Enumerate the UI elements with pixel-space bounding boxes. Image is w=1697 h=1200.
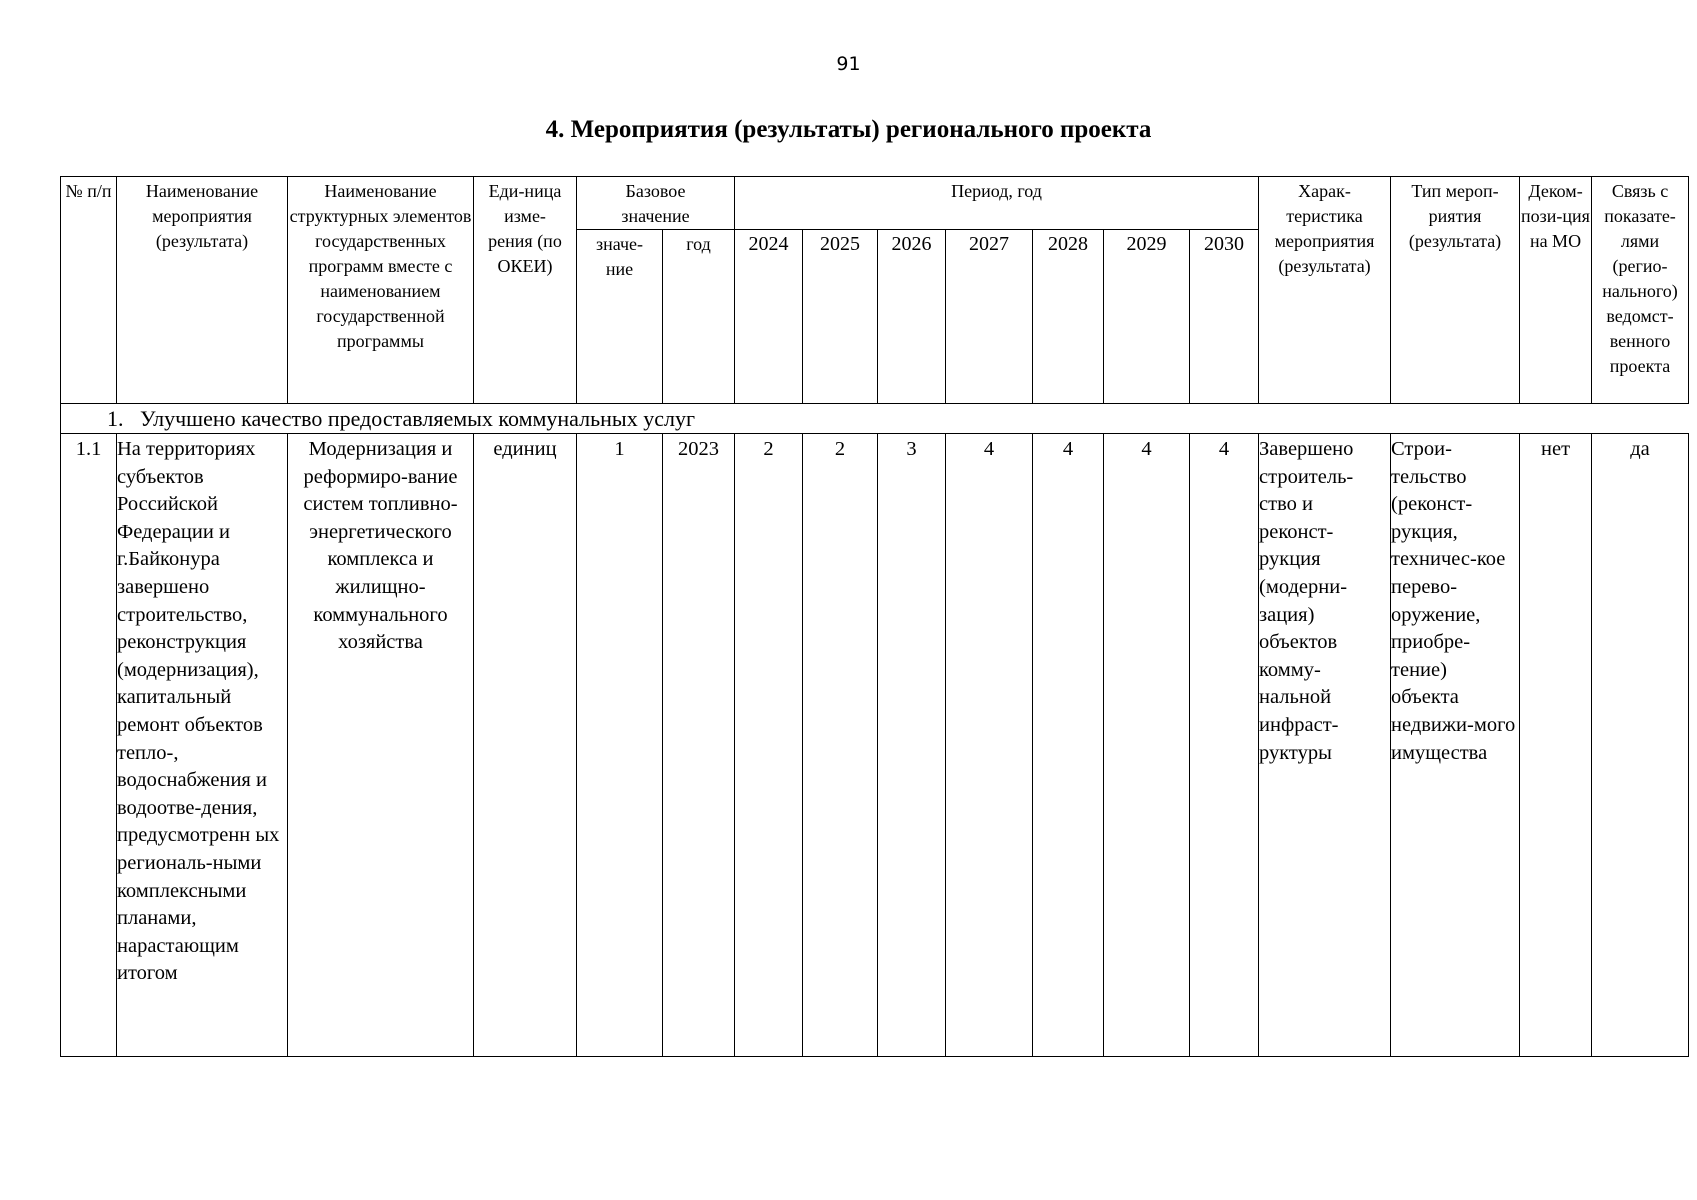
- header-base-value: значе-ние: [577, 230, 663, 404]
- row-value-2025: 2: [803, 434, 878, 1057]
- header-year-2027: 2027: [946, 230, 1033, 404]
- row-struct: Модернизация и реформиро-вание систем топливно-энергетического комплекса и жилищно-коммунального хозяйства: [288, 434, 474, 1057]
- header-type: Тип мероп-риятия (результата): [1391, 177, 1520, 404]
- header-name: Наименование мероприятия (результата): [117, 177, 288, 404]
- row-value-2027: 4: [946, 434, 1033, 1057]
- row-value-2028: 4: [1033, 434, 1104, 1057]
- header-unit: Еди-ница изме-рения (по ОКЕИ): [474, 177, 577, 404]
- section-title: 4. Мероприятия (результаты) регионального проекта: [545, 116, 1152, 143]
- section-row: [61, 404, 1689, 434]
- header-year-2029: 2029: [1104, 230, 1190, 404]
- header-character: Харак-теристика мероприятия (результата): [1259, 177, 1391, 404]
- table-row: [61, 434, 1689, 1057]
- header-link: Связь с показате-лями (регио-нального) ведомст-венного проекта: [1592, 177, 1689, 404]
- row-value-2024: 2: [735, 434, 803, 1057]
- header-year-2024: 2024: [735, 230, 803, 404]
- results-table: [60, 176, 1689, 1057]
- row-character: Завершено строитель-ство и реконст-рукция (модерни-зация) объектов комму-нальной инфраст-руктуры: [1259, 434, 1391, 1057]
- header-year-2026: 2026: [878, 230, 946, 404]
- row-type: Строи-тельство (реконст-рукция, техничес-кое перево-оружение, приобре-тение) объекта недвижи-мого имущества: [1391, 434, 1520, 1057]
- row-value-2029: 4: [1104, 434, 1190, 1057]
- header-year-2028: 2028: [1033, 230, 1104, 404]
- row-unit: единиц: [474, 434, 577, 1057]
- header-year-2030: 2030: [1190, 230, 1259, 404]
- header-period-group: Период, год: [735, 177, 1259, 230]
- row-decomp: нет: [1520, 434, 1592, 1057]
- section-heading: Улучшено качество предоставляемых коммунальных услуг: [140, 406, 695, 431]
- header-base-group: Базовое значение: [577, 177, 735, 230]
- header-struct: Наименование структурных элементов государственных программ вместе с наименованием государственной программы: [288, 177, 474, 404]
- row-value-2026: 3: [878, 434, 946, 1057]
- section-cell: [61, 404, 1689, 434]
- row-link: да: [1592, 434, 1689, 1057]
- row-name: На территориях субъектов Российской Федерации и г.Байконура завершено строительство, реконструкция (модернизация), капитальный ремонт объектов тепло-, водоснабжения и водоотве-дения, предусмотренн ых региональ-ными комплексными планами, нарастающим итогом: [117, 434, 288, 1057]
- row-value-2030: 4: [1190, 434, 1259, 1057]
- header-year-2025: 2025: [803, 230, 878, 404]
- header-base-year: год: [663, 230, 735, 404]
- page-number: 91: [836, 53, 861, 75]
- row-base-value: 1: [577, 434, 663, 1057]
- row-num: 1.1: [61, 434, 117, 1057]
- header-decomp: Деком-пози-ция на МО: [1520, 177, 1592, 404]
- header-num: № п/п: [61, 177, 117, 404]
- row-base-year: 2023: [663, 434, 735, 1057]
- section-number: 1.: [107, 406, 124, 431]
